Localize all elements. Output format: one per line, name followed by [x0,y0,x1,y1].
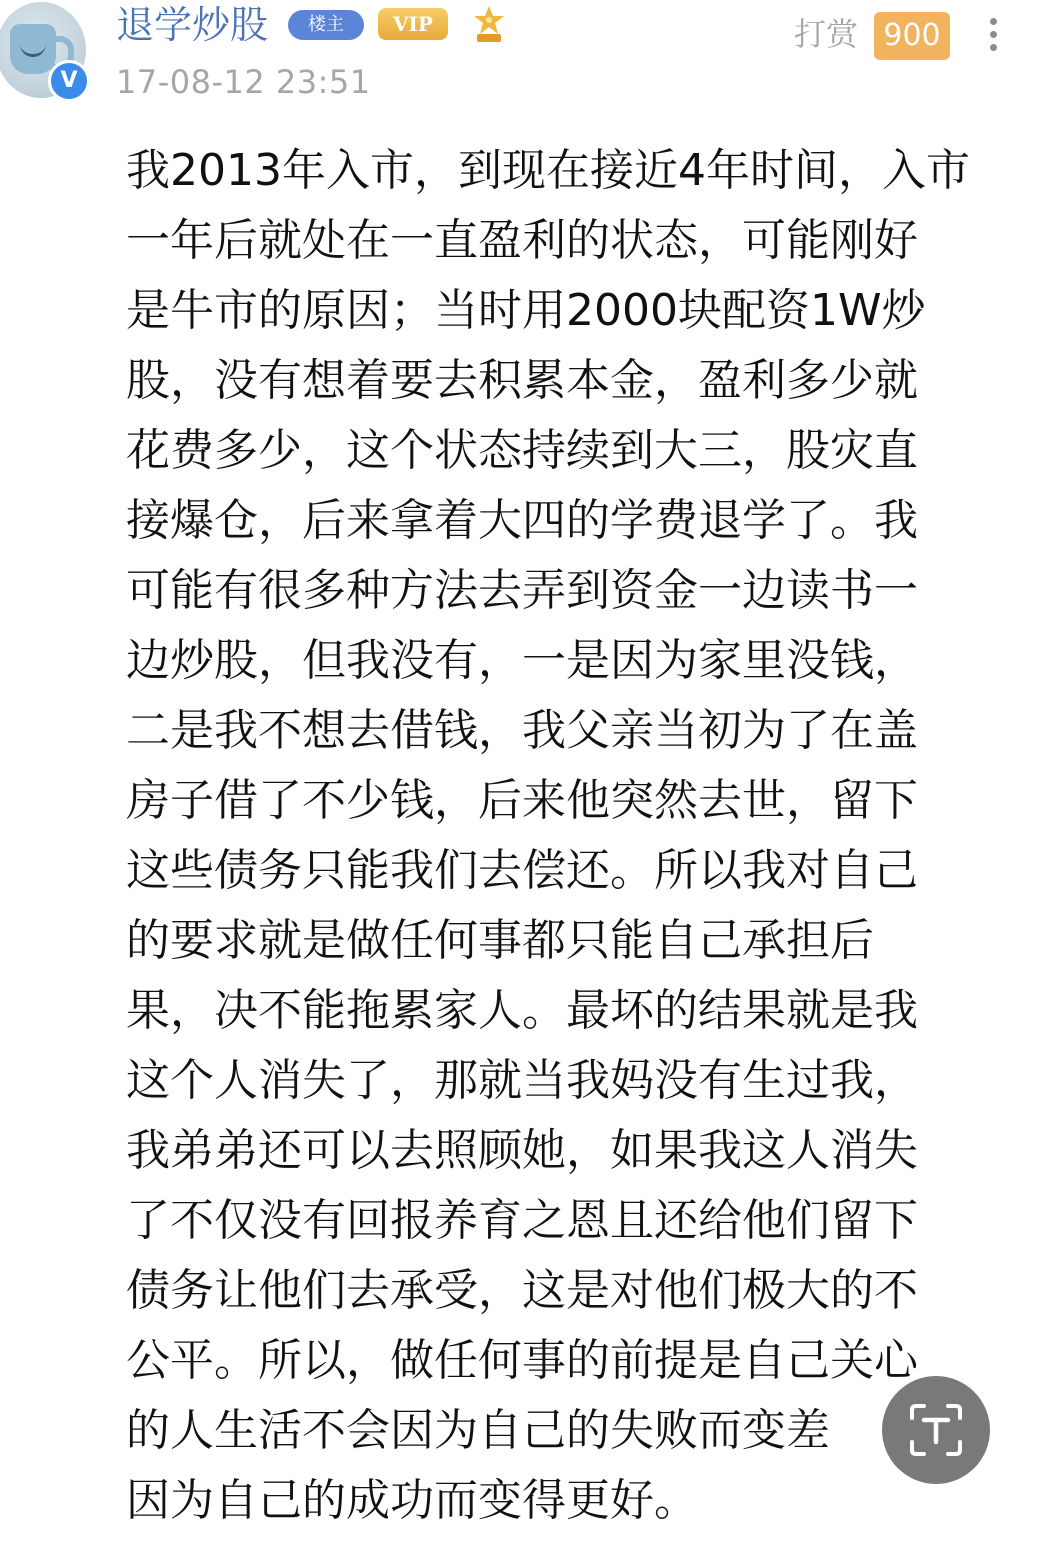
gold-rank-crown-icon [468,4,510,46]
author-name[interactable]: 退学炒股 [116,3,269,47]
post-content-line: 因为自己的成功而变得更好。 [126,1475,698,1526]
post-content-line: 是牛市的原因；当时用2000块配资1W炒 [126,285,926,336]
post-content-line: 我2013年入市，到现在接近4年时间，入市 [126,145,970,196]
text-recognition-icon [908,1402,964,1458]
verified-v-icon: V [48,60,90,102]
post-content-line: 果，决不能拖累家人。最坏的结果就是我 [126,985,918,1036]
post-content-line: 的人生活不会因为自己的失败而变差 [126,1405,830,1456]
post-content-line: 这个人消失了，那就当我妈没有生过我， [126,1055,918,1106]
post-content-line: 房子借了不少钱，后来他突然去世，留下 [126,775,918,826]
thread-owner-badge: 楼主 [288,10,364,40]
post-content [126,136,1026,1536]
text-recognition-button[interactable] [882,1376,990,1484]
post-content-line: 边炒股，但我没有，一是因为家里没钱， [126,635,918,686]
post-content-line: 的要求就是做任何事都只能自己承担后 [126,915,874,966]
post-timestamp: 17-08-12 23:51 [116,63,371,101]
post-content-line: 这些债务只能我们去偿还。所以我对自己 [126,845,918,896]
vip-badge: VIP [378,8,448,40]
reward-button[interactable]: 打赏 [794,15,859,53]
post-content-line: 了不仅没有回报养育之恩且还给他们留下 [126,1195,918,1246]
post-content-line: 债务让他们去承受，这是对他们极大的不 [126,1265,918,1316]
post-content-line: 股，没有想着要去积累本金，盈利多少就 [126,355,918,406]
post-content-line: 二是我不想去借钱，我父亲当初为了在盖 [126,705,918,756]
post-content-line: 花费多少，这个状态持续到大三，股灾直 [126,425,918,476]
post-content-line: 一年后就处在一直盈利的状态，可能刚好 [126,215,918,266]
post-content-line: 可能有很多种方法去弄到资金一边读书一 [126,565,918,616]
post-content-line: 接爆仓，后来拿着大四的学费退学了。我 [126,495,918,546]
more-vertical-icon[interactable] [982,18,1004,58]
post-content-line: 我弟弟还可以去照顾她，如果我这人消失 [126,1125,918,1176]
post-content-line: 公平。所以，做任何事的前提是自己关心 [126,1335,918,1386]
reward-count-badge[interactable]: 900 [874,12,950,60]
